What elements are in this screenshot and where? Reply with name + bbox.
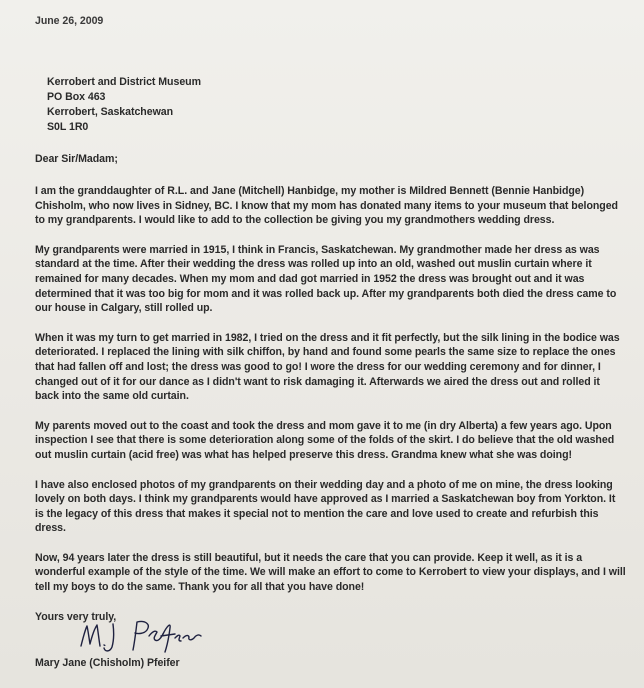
recipient-line-box: PO Box 463	[47, 90, 106, 103]
letter-date: June 26, 2009	[35, 15, 104, 27]
signature-row	[35, 624, 626, 656]
paragraph-1982-wedding: When it was my turn to get married in 1982, I tried on the dress and it fit perfectly, but the silk lining in the bodice was deteriorated. I replaced the lining with silk chiffon, by hand and found some pearls the same size to replace the ones that had fallen off and lost; the dress was good to go! I wore the dress for our wedding ceremony and for dinner, I changed out of it for our dance as I didn't want to risk damaging it. Afterwards we aired the dress out and rolled it back into the same old curtain.	[35, 331, 620, 403]
salutation: Dear Sir/Madam;	[35, 153, 118, 166]
paragraph-deterioration: My parents moved out to the coast and took the dress and mom gave it to me (in dry Alberta) a few years ago. Upon inspection I see that there is some deterioration along some of the folds of the skirt. I do believe that the old washed out muslin curtain (acid free) was what has helped preserve this dress. Grandma knew what she was doing!	[35, 419, 615, 461]
signer-name: Mary Jane (Chisholm) Pfeifer	[35, 657, 180, 670]
paragraph-photos: I have also enclosed photos of my grandparents on their wedding day and a photo of me on mine, the dress looking lovely on both days. I think my grandparents would have approved as I married a Saskatchewan boy from Yorkton. It is the legacy of this dress that makes it special not to mention the care and love used to create and refurbish this dress.	[35, 478, 616, 535]
handwritten-signature	[75, 616, 225, 656]
paragraph-history: My grandparents were married in 1915, I think in Francis, Saskatchewan. My grandmother made her dress as was standard at the time. After their wedding the dress was rolled up into an old, washed out muslin curtain where it remained for many decades. When my mom and dad got married in 1952 the dress was brought out and it was determined that it was too big for mom and it was rolled back up. After my grandparents both died the dress came to our house in Calgary, still rolled up.	[35, 243, 617, 315]
recipient-address	[47, 75, 626, 136]
recipient-line-postal: S0L 1R0	[47, 121, 89, 134]
recipient-line-city: Kerrobert, Saskatchewan	[47, 106, 174, 118]
paragraph-intro: I am the granddaughter of R.L. and Jane (Mitchell) Hanbidge, my mother is Mildred Bennett (Bennie Hanbidge) Chisholm, who now lives in Sidney, BC. I know that my mom has donated many items to your museum that belonged to my grandparents. I would like to add to the collection be giving you my grandmothers wedding dress.	[35, 185, 618, 227]
paragraph-request: Now, 94 years later the dress is still beautiful, but it needs the care that you can provide. Keep it well, as it is a wonderful example of the style of the time. We will make an effort to come to Kerrobert to view your displays, and I will tell my boys to do the same. Thank you for all that you have done!	[35, 551, 626, 594]
recipient-line-name: Kerrobert and District Museum	[47, 75, 201, 88]
closing: Yours very truly,	[35, 610, 117, 623]
